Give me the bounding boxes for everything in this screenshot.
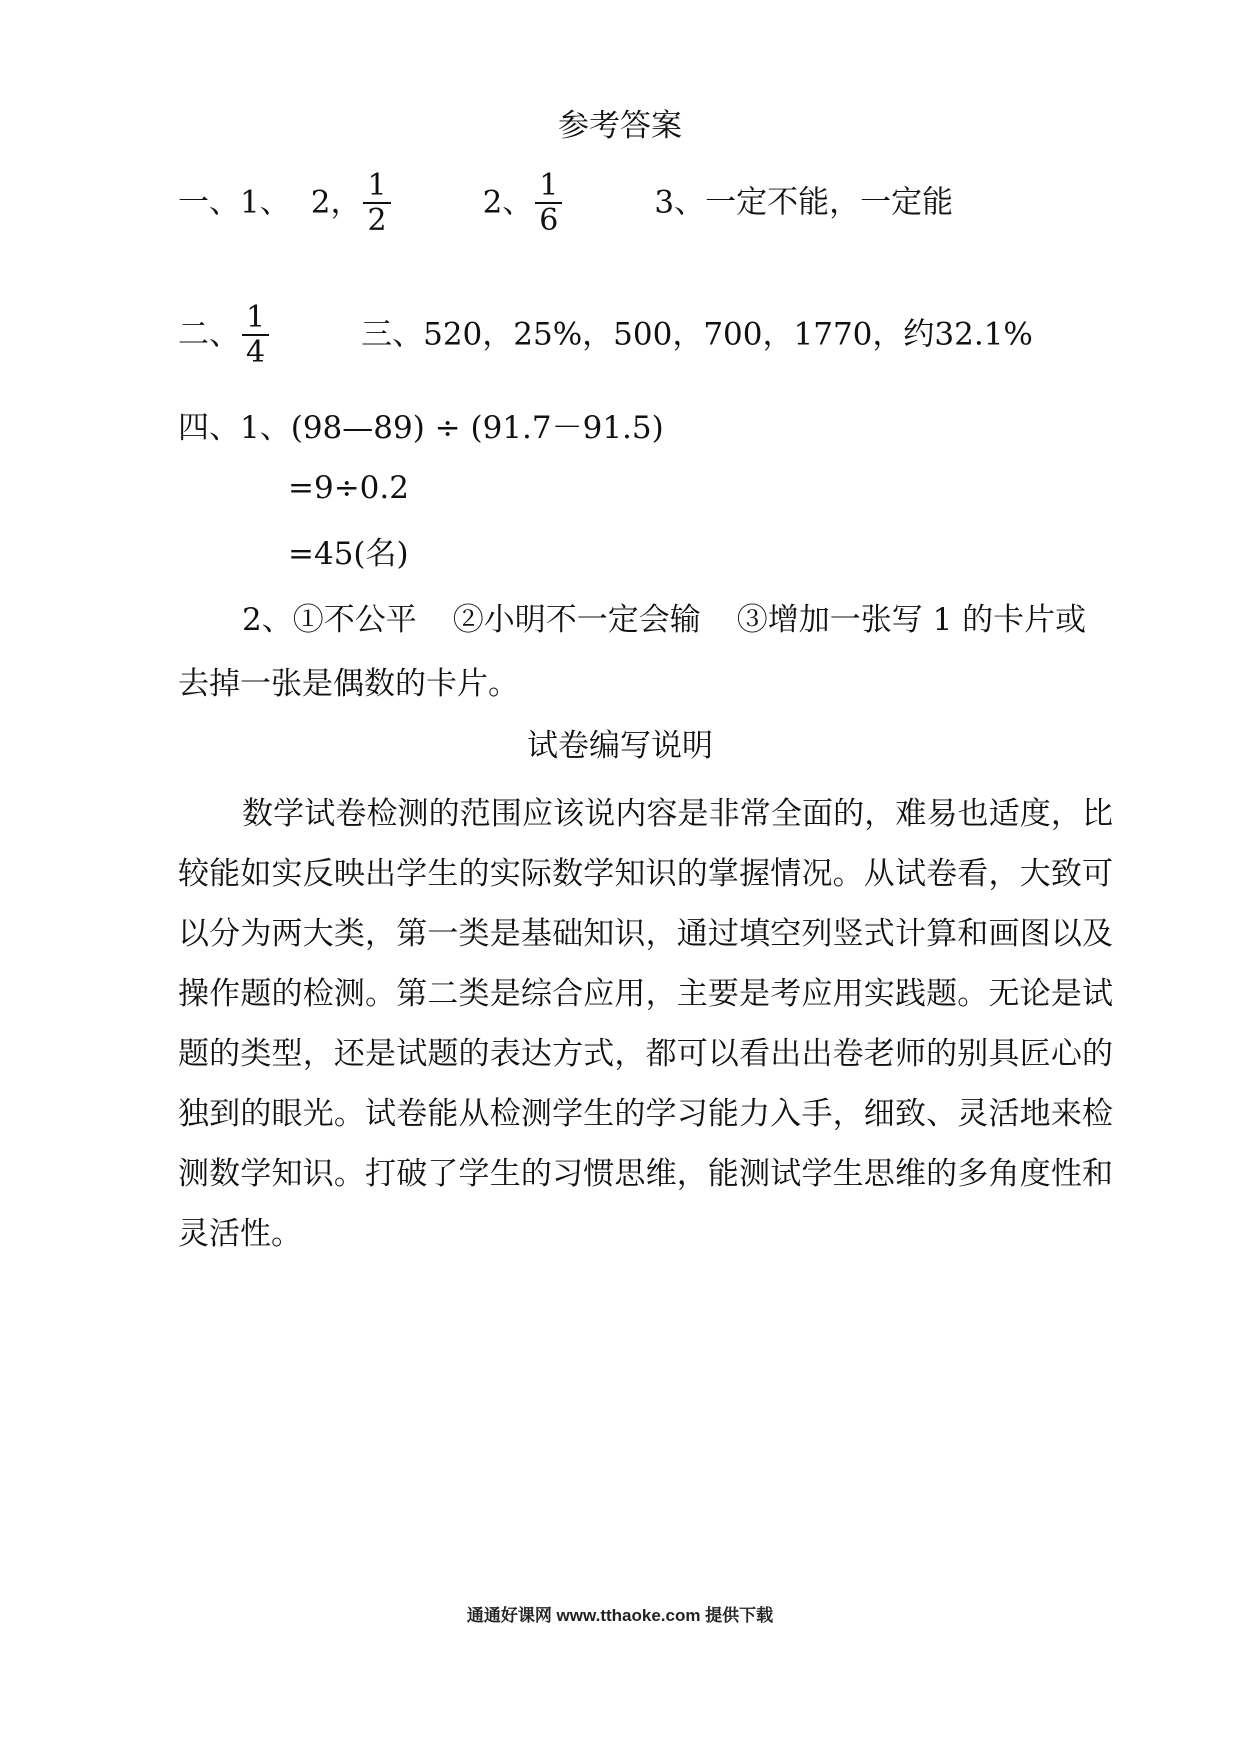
page-footer: 通通好课网 www.tthaoke.com 提供下载 [466, 1606, 774, 1625]
section-4-line-3: =45(名) [288, 536, 409, 572]
q3-answer: 3、一定不能，一定能 [654, 184, 954, 221]
q2-fraction-denominator: 6 [539, 203, 559, 238]
section-2-line [178, 302, 1033, 370]
q1-fraction-denominator: 2 [367, 203, 387, 238]
q2-fraction-numerator: 1 [535, 170, 562, 204]
q2-lead: 2、 [482, 184, 534, 221]
section-4-line-1: 四、1、(98—89) ÷ (91.7－91.5) [178, 410, 664, 446]
explanation-paragraph: 数学试卷检测的范围应该说内容是非常全面的，难易也适度，比较能如实反映出学生的实际数学知识的掌握情况。从试卷看，大致可以分为两大类，第一类是基础知识，通过填空列竖式计算和画图以及操作题的检测。第二类是综合应用，主要是考应用实践题。无论是试题的类型，还是试题的表达方式，都可以看出出卷老师的别具匠心的独到的眼光。试卷能从检测学生的学习能力入手，细致、灵活地来检测数学知识。打破了学生的习惯思维，能测试学生思维的多角度性和灵活性。 [178, 796, 1113, 1252]
section-1-lead: 一、1、 [178, 184, 291, 221]
section-2-fraction-numerator: 1 [242, 302, 269, 336]
section-2-lead: 二、 [178, 316, 240, 353]
section-3-answer: 三、520，25%，500，700，1770，约32.1% [361, 316, 1033, 353]
section-4-q2-opt3: ③增加一张写 1 的卡片或 [736, 602, 1087, 638]
section-4-q2-start: 2、①不公平 [242, 602, 417, 638]
q2-fraction [535, 170, 562, 238]
section-4-q2-line [242, 600, 1086, 640]
q1-fraction-numerator: 1 [363, 170, 390, 204]
section-1-line [178, 170, 953, 238]
section-4-line-2: =9÷0.2 [288, 470, 409, 506]
section-2-fraction-denominator: 4 [246, 335, 266, 370]
answers-title: 参考答案 [558, 108, 682, 144]
explanation-title: 试卷编写说明 [527, 728, 713, 764]
q1-value: 2， [310, 184, 362, 221]
section-2-fraction [242, 302, 269, 370]
q1-fraction [363, 170, 390, 238]
section-4-q2-opt2: ②小明不一定会输 [452, 602, 701, 638]
section-4-q2-continued: 去掉一张是偶数的卡片。 [178, 666, 519, 702]
